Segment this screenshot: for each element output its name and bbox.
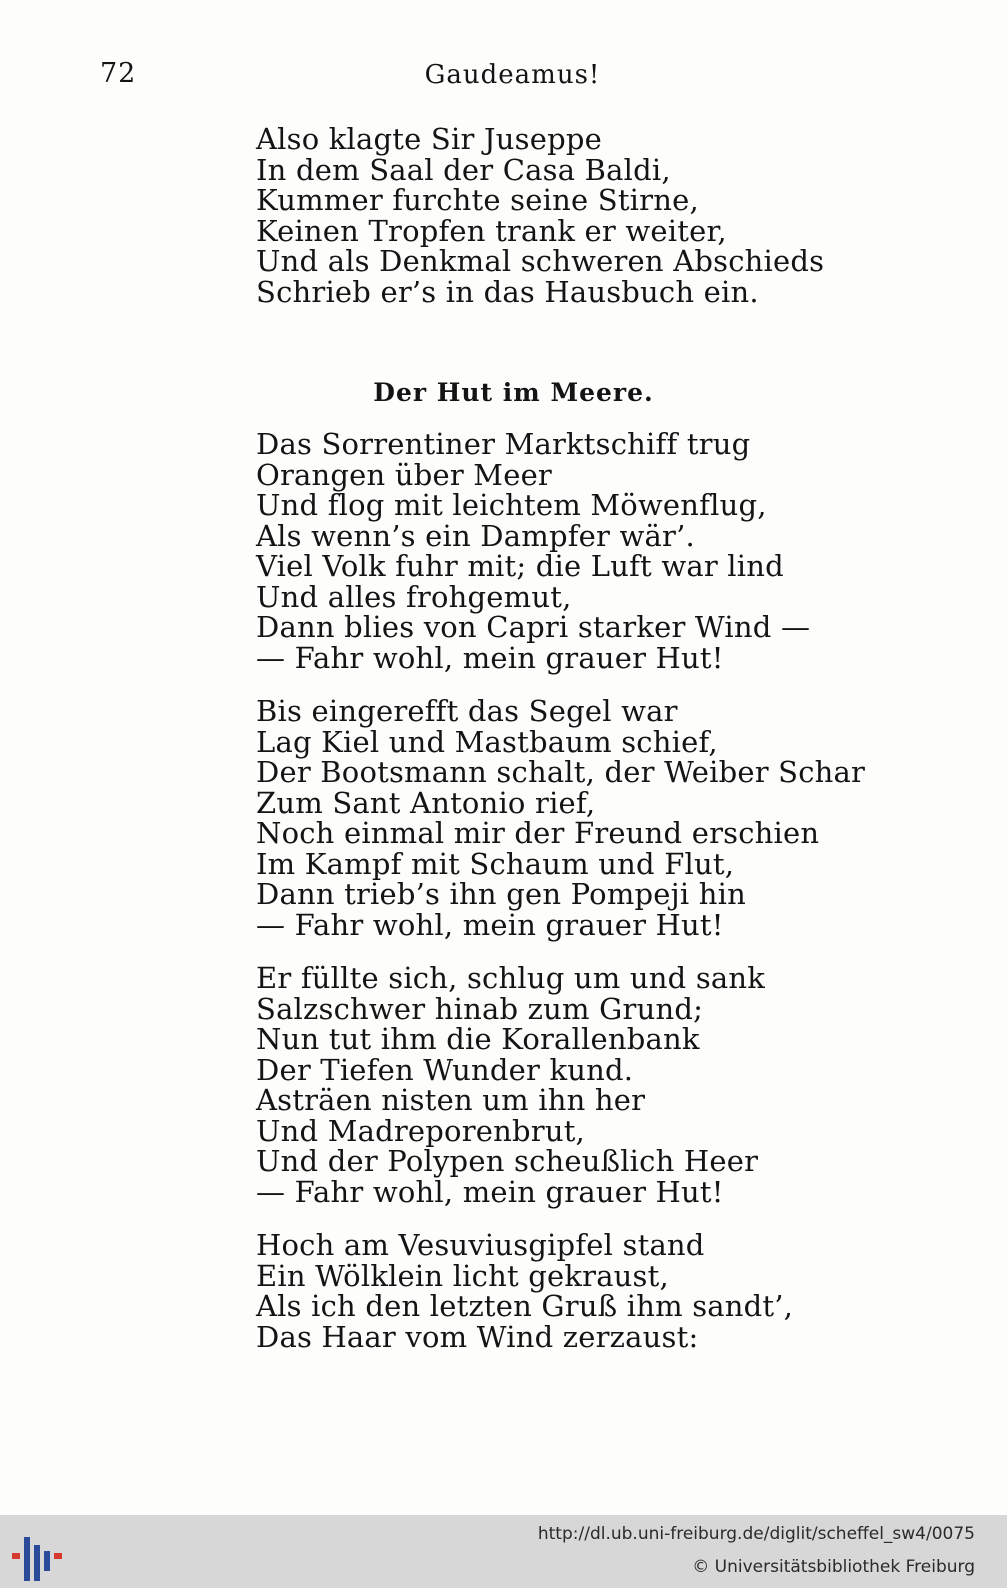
verse-line: Der Bootsmann schalt, der Weiber Schar [256, 755, 866, 789]
copyright-notice: © Universitätsbibliothek Freiburg [692, 1557, 975, 1577]
verse-line: Noch einmal mir der Freund erschien [256, 816, 820, 850]
verse-line: Kummer furchte seine Stirne, [256, 183, 699, 217]
verse-line: — Fahr wohl, mein grauer Hut! [256, 640, 724, 675]
verse-line: — Fahr wohl, mein grauer Hut! [256, 907, 724, 942]
source-url-link[interactable]: http://dl.ub.uni-freiburg.de/diglit/scheffel_sw4/0075 [537, 1524, 975, 1544]
verse-line: Dann trieb’s ihn gen Pompeji hin [256, 877, 746, 911]
poem-stanza-4 [256, 1230, 793, 1352]
verse-line: Keinen Tropfen trank er weiter, [256, 213, 727, 248]
poem-stanza-1 [256, 429, 810, 673]
verse-line: Also klagte Sir Juseppe [256, 122, 602, 156]
verse-line: Viel Volk fuhr mit; die Luft war lind [256, 549, 784, 583]
verse-line: Als wenn’s ein Dampfer wär’. [256, 518, 695, 553]
verse-line: Ein Wölklein licht gekraust, [256, 1258, 669, 1293]
verse-line: Asträen nisten um ihn her [256, 1083, 646, 1117]
verse-line: Im Kampf mit Schaum und Flut, [256, 846, 735, 881]
running-title: Gaudeamus! [424, 60, 601, 90]
verse-line: Und Madreporenbrut, [256, 1113, 585, 1148]
verse-line: Und flog mit leichtem Möwenflug, [256, 488, 767, 522]
verse-line: Als ich den letzten Gruß ihm sandt’, [256, 1289, 794, 1323]
library-logo-icon [12, 1537, 62, 1581]
verse-line: Hoch am Vesuviusgipfel stand [256, 1228, 705, 1262]
verse-line: Orangen über Meer [256, 457, 552, 492]
verse-line: Lag Kiel und Mastbaum schief, [256, 724, 718, 759]
verse-line: Das Sorrentiner Marktschiff trug [256, 427, 751, 461]
verse-line: Der Tiefen Wunder kund. [256, 1052, 634, 1087]
verse-line: Zum Sant Antonio rief, [256, 785, 596, 820]
verse-line: Schrieb er’s in das Hausbuch ein. [256, 274, 759, 309]
verse-line: Das Haar vom Wind zerzaust: [256, 1319, 699, 1354]
page-number: 72 [100, 58, 137, 89]
verse-line: Und der Polypen scheußlich Heer [256, 1144, 759, 1178]
closing-stanza [256, 124, 824, 307]
verse-line: Er füllte sich, schlug um und sank [256, 961, 766, 995]
poem-stanza-2 [256, 696, 865, 940]
verse-line: Und alles frohgemut, [256, 579, 572, 614]
verse-line: Und als Denkmal schweren Abschieds [256, 244, 825, 278]
poem-stanza-3 [256, 963, 765, 1207]
library-footer [0, 1515, 1007, 1588]
verse-line: Bis eingerefft das Segel war [256, 694, 678, 728]
verse-line: — Fahr wohl, mein grauer Hut! [256, 1174, 724, 1209]
verse-line: Nun tut ihm die Korallenbank [256, 1022, 700, 1056]
verse-line: In dem Saal der Casa Baldi, [256, 152, 671, 187]
verse-line: Salzschwer hinab zum Grund; [256, 991, 704, 1026]
poem-title: Der Hut im Meere. [373, 378, 654, 407]
verse-line: Dann blies von Capri starker Wind — [256, 610, 811, 644]
